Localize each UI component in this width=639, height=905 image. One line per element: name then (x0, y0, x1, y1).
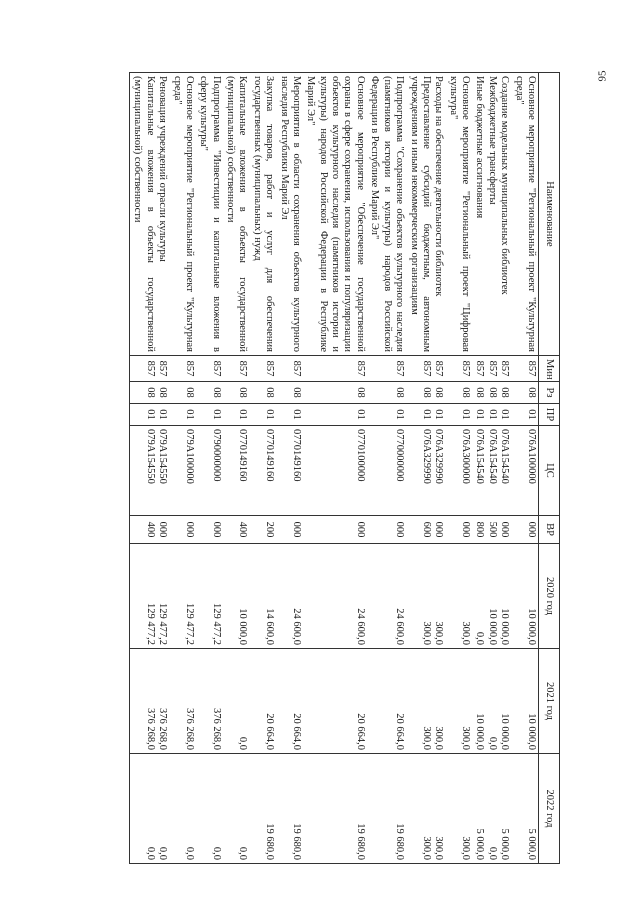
row-vr-cell (303, 516, 367, 544)
row-name-line: Межбюджетные трансферты (486, 76, 498, 205)
row-y2020-value: 14 600,0 (264, 608, 276, 645)
row-y2020-value: 24 600,0 (354, 608, 366, 645)
row-y2022-value: 0,0 (237, 846, 249, 860)
row-min-cell (276, 356, 303, 382)
row-cs-value: 079A100000 (184, 429, 195, 484)
row-rz-value: 08 (433, 387, 445, 398)
row-pr-cell (472, 404, 511, 426)
row-min-value: 857 (210, 360, 222, 377)
header-cs: ЦС (539, 426, 560, 516)
row-y2021-cell (250, 649, 277, 754)
row-y2021-value: 300,0 (433, 726, 445, 750)
row-min-value: 857 (499, 360, 511, 377)
row-y2021-cell (196, 649, 223, 754)
row-rz-cell (276, 382, 303, 404)
row-pr-cell (250, 404, 277, 426)
rotated-table-container (1, 0, 639, 905)
row-min-cell (445, 356, 472, 382)
row-y2020-cell (303, 544, 367, 649)
row-name-line: Создание модельных муниципальных библиотек (499, 76, 511, 295)
table-header-row (539, 73, 560, 864)
table-row (472, 73, 511, 864)
row-y2021-value: 0,0 (486, 736, 498, 750)
row-pr-value: 01 (421, 409, 432, 420)
row-name-cell (472, 73, 511, 356)
row-cs-value: 0770149160 (291, 429, 302, 482)
row-cs-cell (511, 426, 538, 516)
row-y2020-value: 10 000,0 (237, 608, 249, 645)
row-min-value: 857 (433, 360, 445, 377)
row-name-cell (367, 73, 406, 356)
row-rz-value: 08 (526, 387, 537, 398)
row-vr-value: 400 (144, 521, 156, 538)
row-cs-cell (406, 426, 445, 516)
row-y2022-value: 5 000,0 (526, 828, 537, 860)
row-rz-cell (367, 382, 406, 404)
row-name-cell (445, 73, 472, 356)
row-rz-cell (406, 382, 445, 404)
row-pr-value: 01 (210, 409, 222, 420)
row-pr-value: 01 (486, 409, 498, 420)
row-vr-cell (472, 516, 511, 544)
row-y2021-value: 20 664,0 (354, 713, 366, 750)
row-cs-value: 079A154550 (144, 429, 156, 484)
row-vr-value: 000 (184, 521, 195, 538)
row-min-value: 857 (394, 360, 405, 377)
row-y2022-cell (196, 754, 223, 864)
row-rz-value: 08 (184, 387, 195, 398)
row-y2021-cell (511, 649, 538, 754)
row-pr-value: 01 (157, 409, 169, 420)
row-min-value: 857 (486, 360, 498, 377)
row-rz-value: 08 (499, 387, 511, 398)
row-y2022-value: 5 000,0 (474, 828, 486, 860)
row-pr-value: 01 (460, 409, 472, 420)
row-y2022-value: 300,0 (421, 836, 432, 860)
row-cs-value: 0770149160 (264, 429, 276, 482)
row-min-cell (303, 356, 367, 382)
row-name-line: Подпрограмма "Сохранение объектов культурного наследия (памятников истории и культуры) народов Российской Федерации в Республике Марий Эл" (369, 76, 405, 352)
row-y2022-value: 19 680,0 (264, 823, 276, 860)
row-y2021-cell (406, 649, 445, 754)
row-y2022-value: 0,0 (144, 846, 156, 860)
row-pr-cell (511, 404, 538, 426)
row-y2020-value: 300,0 (421, 621, 432, 645)
row-y2020-value: 0,0 (474, 631, 486, 645)
row-y2021-value: 10 000,0 (526, 713, 537, 750)
table-row (445, 73, 472, 864)
row-rz-value: 08 (157, 387, 169, 398)
row-name-line: Основное мероприятие "Региональный проект "Культурная среда" (513, 76, 537, 352)
row-y2020-value: 24 600,0 (291, 608, 302, 645)
row-name-cell (196, 73, 223, 356)
row-y2022-cell (276, 754, 303, 864)
row-rz-value: 08 (210, 387, 222, 398)
row-pr-value: 01 (354, 409, 366, 420)
row-y2022-value: 0,0 (486, 846, 498, 860)
row-y2021-value: 20 664,0 (291, 713, 302, 750)
table-row (303, 73, 367, 864)
row-y2022-cell (367, 754, 406, 864)
row-y2022-value: 300,0 (460, 836, 472, 860)
row-name-cell (250, 73, 277, 356)
row-min-value: 857 (237, 360, 249, 377)
row-vr-value: 000 (433, 521, 445, 538)
header-rz: Рз (539, 382, 560, 404)
row-vr-cell (250, 516, 277, 544)
row-y2021-value: 376 268,0 (184, 708, 195, 750)
row-rz-cell (250, 382, 277, 404)
row-y2020-value: 10 000,0 (486, 608, 498, 645)
row-cs-cell (303, 426, 367, 516)
row-rz-cell (511, 382, 538, 404)
row-rz-cell (445, 382, 472, 404)
row-cs-cell (250, 426, 277, 516)
row-pr-cell (367, 404, 406, 426)
row-vr-cell (129, 516, 169, 544)
row-min-value: 857 (474, 360, 486, 377)
table-row (406, 73, 445, 864)
row-y2022-value: 19 680,0 (291, 823, 302, 860)
row-y2021-cell (445, 649, 472, 754)
row-y2022-cell (303, 754, 367, 864)
row-pr-cell (196, 404, 223, 426)
row-y2022-cell (472, 754, 511, 864)
row-pr-value: 01 (291, 409, 302, 420)
row-min-value: 857 (526, 360, 537, 377)
row-rz-value: 08 (460, 387, 472, 398)
row-min-cell (196, 356, 223, 382)
row-cs-cell (367, 426, 406, 516)
row-y2021-cell (129, 649, 169, 754)
row-rz-value: 08 (486, 387, 498, 398)
row-pr-cell (276, 404, 303, 426)
row-pr-value: 01 (474, 409, 486, 420)
row-cs-cell (472, 426, 511, 516)
row-name-line: Основное мероприятие "Региональный проект "Культурная среда" (171, 76, 195, 352)
row-name-cell (303, 73, 367, 356)
row-pr-cell (223, 404, 250, 426)
row-name-line: Иные бюджетные ассигнования (474, 76, 486, 219)
table-row (169, 73, 196, 864)
row-pr-cell (129, 404, 169, 426)
row-y2021-value: 0,0 (237, 736, 249, 750)
row-cs-cell (445, 426, 472, 516)
row-y2021-cell (367, 649, 406, 754)
row-cs-cell (129, 426, 169, 516)
row-min-value: 857 (157, 360, 169, 377)
row-y2020-cell (196, 544, 223, 649)
row-name-cell (223, 73, 250, 356)
row-cs-value: 0770149160 (237, 429, 249, 482)
row-y2020-cell (445, 544, 472, 649)
page-number: 95 (596, 70, 609, 82)
row-cs-value: 079A154550 (157, 429, 169, 484)
row-y2020-value: 129 477,2 (157, 603, 169, 645)
row-vr-value: 600 (421, 521, 432, 538)
row-rz-cell (303, 382, 367, 404)
row-y2022-value: 300,0 (433, 836, 445, 860)
row-name-cell (406, 73, 445, 356)
row-rz-value: 08 (144, 387, 156, 398)
table-row (367, 73, 406, 864)
row-y2020-cell (250, 544, 277, 649)
row-pr-value: 01 (499, 409, 511, 420)
row-y2022-cell (129, 754, 169, 864)
row-y2022-cell (169, 754, 196, 864)
header-2022: 2022 год (539, 754, 560, 864)
row-cs-value: 076A329990 (421, 429, 432, 484)
row-cs-value: 0770100000 (354, 429, 366, 482)
header-2021: 2021 год (539, 649, 560, 754)
row-rz-value: 08 (474, 387, 486, 398)
row-pr-cell (406, 404, 445, 426)
row-y2020-value: 300,0 (433, 621, 445, 645)
row-cs-cell (169, 426, 196, 516)
row-vr-value: 000 (157, 521, 169, 538)
row-min-value: 857 (144, 360, 156, 377)
row-rz-value: 08 (237, 387, 249, 398)
row-rz-cell (169, 382, 196, 404)
row-y2020-value: 10 000,0 (526, 608, 537, 645)
row-min-value: 857 (291, 360, 302, 377)
row-y2021-value: 20 664,0 (264, 713, 276, 750)
row-vr-value: 500 (486, 521, 498, 538)
row-y2021-value: 10 000,0 (499, 713, 511, 750)
row-vr-value: 000 (291, 521, 302, 538)
row-cs-value: 076A329990 (433, 429, 445, 484)
row-name-line: Закупка товаров, работ и услуг для обеспечения государственных (муниципальных) нужд (251, 76, 276, 352)
row-name-line: Основное мероприятие "Обеспечение государственной охраны в сфере сохранения, использования и популяризации объектов культурного наследия (памятников истории и культуры) народов Российской Федерации в Республике Марий Эл" (305, 76, 366, 352)
row-pr-cell (303, 404, 367, 426)
row-vr-cell (276, 516, 303, 544)
row-y2020-value: 24 600,0 (394, 608, 405, 645)
row-y2020-cell (367, 544, 406, 649)
row-y2021-value: 300,0 (460, 726, 472, 750)
row-cs-value: 076A154540 (474, 429, 486, 484)
row-rz-cell (129, 382, 169, 404)
row-rz-value: 08 (264, 387, 276, 398)
row-min-value: 857 (354, 360, 366, 377)
row-y2021-value: 376 268,0 (144, 708, 156, 750)
row-y2021-cell (223, 649, 250, 754)
row-min-cell (406, 356, 445, 382)
table-row (196, 73, 223, 864)
row-y2020-value: 129 477,2 (210, 603, 222, 645)
row-vr-value: 200 (264, 521, 276, 538)
row-name-line: Предоставление субсидий бюджетным, автономным учреждениям и иным некоммерческим организациям (408, 76, 432, 352)
row-name-line: Капитальные вложения в объекты государственной (муниципальной) собственности (225, 76, 249, 352)
row-name-line: Капитальные вложения в объекты государственной (муниципальной) собственности (132, 76, 156, 352)
row-y2021-cell (472, 649, 511, 754)
row-y2022-cell (223, 754, 250, 864)
row-vr-value: 800 (474, 521, 486, 538)
row-y2020-cell (511, 544, 538, 649)
row-vr-value: 000 (499, 521, 511, 538)
row-rz-cell (472, 382, 511, 404)
table-row (276, 73, 303, 864)
row-y2022-value: 5 000,0 (499, 828, 511, 860)
row-y2021-value: 300,0 (421, 726, 432, 750)
row-cs-value: 0770000000 (394, 429, 405, 482)
row-cs-value: 076A154540 (499, 429, 511, 484)
row-pr-value: 01 (394, 409, 405, 420)
row-pr-value: 01 (184, 409, 195, 420)
budget-table (129, 72, 560, 864)
row-pr-cell (445, 404, 472, 426)
row-rz-cell (223, 382, 250, 404)
row-min-cell (511, 356, 538, 382)
row-y2020-cell (169, 544, 196, 649)
row-min-value: 857 (264, 360, 276, 377)
row-y2021-cell (303, 649, 367, 754)
row-y2021-cell (276, 649, 303, 754)
row-y2021-value: 376 268,0 (157, 708, 169, 750)
row-y2020-cell (472, 544, 511, 649)
row-vr-cell (196, 516, 223, 544)
row-y2022-value: 0,0 (184, 846, 195, 860)
row-pr-value: 01 (526, 409, 537, 420)
row-name-cell (511, 73, 538, 356)
row-y2022-cell (406, 754, 445, 864)
row-min-value: 857 (460, 360, 472, 377)
table-row (511, 73, 538, 864)
header-min: Мин (539, 356, 560, 382)
row-cs-cell (276, 426, 303, 516)
row-y2020-value: 300,0 (460, 621, 472, 645)
row-min-cell (169, 356, 196, 382)
row-rz-value: 08 (394, 387, 405, 398)
row-min-cell (367, 356, 406, 382)
row-cs-value: 076A154540 (486, 429, 498, 484)
table-row (250, 73, 277, 864)
row-y2020-cell (406, 544, 445, 649)
row-vr-cell (511, 516, 538, 544)
row-pr-value: 01 (237, 409, 249, 420)
row-vr-value: 000 (526, 521, 537, 538)
row-cs-value: 076A300000 (460, 429, 472, 484)
header-vr: ВР (539, 516, 560, 544)
row-name-line: Подпрограмма "Инвестиции и капитальные вложения в сферу культуры" (198, 76, 222, 352)
table-row (129, 73, 169, 864)
row-y2020-cell (276, 544, 303, 649)
table-body (129, 73, 538, 864)
row-y2021-value: 20 664,0 (394, 713, 405, 750)
row-y2020-value: 10 000,0 (499, 608, 511, 645)
row-vr-cell (367, 516, 406, 544)
header-2020: 2020 год (539, 544, 560, 649)
row-vr-value: 000 (210, 521, 222, 538)
row-y2021-cell (169, 649, 196, 754)
header-name: Наименование (539, 73, 560, 356)
row-cs-cell (196, 426, 223, 516)
row-y2022-cell (511, 754, 538, 864)
row-vr-value: 000 (460, 521, 472, 538)
row-cs-value: 0790000000 (210, 429, 222, 482)
row-vr-cell (406, 516, 445, 544)
row-y2021-value: 376 268,0 (210, 708, 222, 750)
row-vr-cell (223, 516, 250, 544)
row-y2021-value: 10 000,0 (474, 713, 486, 750)
row-min-value: 857 (421, 360, 432, 377)
row-name-line: Расходы на обеспечение деятельности библиотек (433, 76, 445, 297)
row-y2022-value: 19 680,0 (354, 823, 366, 860)
row-cs-value: 076A100000 (526, 429, 537, 484)
row-name-cell (129, 73, 169, 356)
row-y2022-cell (250, 754, 277, 864)
row-min-cell (472, 356, 511, 382)
row-y2020-value: 129 477,2 (184, 603, 195, 645)
row-y2022-cell (445, 754, 472, 864)
row-min-cell (250, 356, 277, 382)
row-name-cell (169, 73, 196, 356)
row-pr-value: 01 (144, 409, 156, 420)
row-rz-value: 08 (291, 387, 302, 398)
row-y2020-cell (223, 544, 250, 649)
row-vr-cell (169, 516, 196, 544)
row-pr-value: 01 (433, 409, 445, 420)
row-min-cell (129, 356, 169, 382)
row-min-value: 857 (184, 360, 195, 377)
row-y2020-value: 129 477,2 (144, 603, 156, 645)
row-rz-cell (196, 382, 223, 404)
row-vr-value: 000 (354, 521, 366, 538)
row-name-line: Мероприятия в области сохранения объектов культурного наследия Республики Марий Эл (278, 76, 302, 352)
row-name-line: Основное мероприятие "Региональный проект "Цифровая культура" (447, 76, 472, 352)
row-rz-value: 08 (354, 387, 366, 398)
row-y2020-cell (129, 544, 169, 649)
row-pr-value: 01 (264, 409, 276, 420)
row-vr-value: 400 (237, 521, 249, 538)
row-vr-value: 000 (394, 521, 405, 538)
row-cs-cell (223, 426, 250, 516)
table-row (223, 73, 250, 864)
row-min-cell (223, 356, 250, 382)
header-pr: ПР (539, 404, 560, 426)
row-name-line: Реновация учреждений отрасли культуры (157, 76, 169, 262)
row-name-cell (276, 73, 303, 356)
row-vr-cell (445, 516, 472, 544)
row-y2022-value: 0,0 (210, 846, 222, 860)
row-y2022-value: 19 680,0 (394, 823, 405, 860)
row-y2022-value: 0,0 (157, 846, 169, 860)
row-pr-cell (169, 404, 196, 426)
row-rz-value: 08 (421, 387, 432, 398)
